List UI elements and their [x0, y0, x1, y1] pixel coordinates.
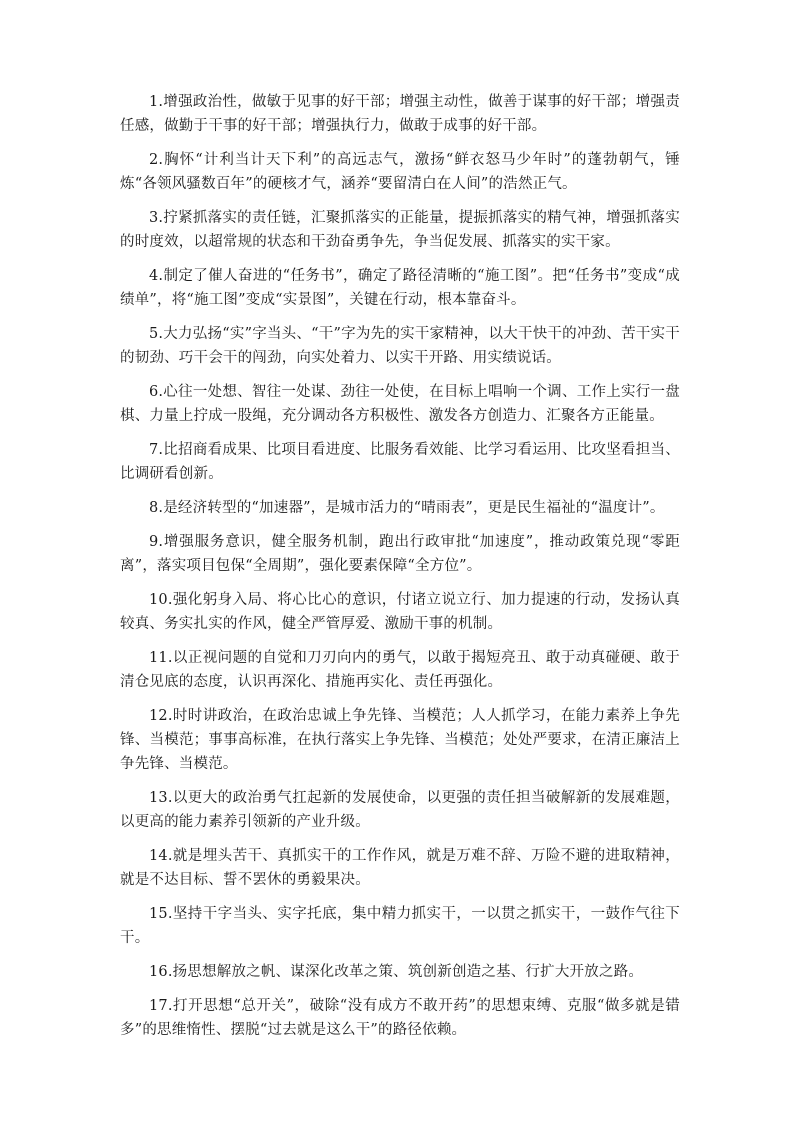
paragraph-6: 6.心往一处想、智往一处谋、劲往一处使，在目标上唱响一个调、工作上实行一盘棋、力量上拧成一股绳，充分调动各方积极性、激发各方创造力、汇聚各方正能量。 — [120, 384, 680, 424]
paragraph-1: 1.增强政治性，做敏于见事的好干部；增强主动性，做善于谋事的好干部；增强责任感，做勤于干事的好干部；增强执行力，做敢于成事的好干部。 — [120, 94, 680, 134]
paragraph-2: 2.胸怀“计利当计天下利”的高远志气，激扬“鲜衣怒马少年时”的蓬勃朝气，锤炼“各领风骚数百年”的硬核才气，涵养“要留清白在人间”的浩然正气。 — [120, 152, 680, 192]
paragraph-12: 12.时时讲政治，在政治忠诚上争先锋、当模范；人人抓学习，在能力素养上争先锋、当模范；事事高标准，在执行落实上争先锋、当模范；处处严要求，在清正廉洁上争先锋、当模范。 — [120, 708, 680, 772]
paragraph-17: 17.打开思想“总开关”，破除“没有成方不敢开药”的思想束缚、克服“做多就是错多”的思维惰性、摆脱“过去就是这么干”的路径依赖。 — [120, 998, 680, 1038]
paragraph-9: 9.增强服务意识，健全服务机制，跑出行政审批“加速度”，推动政策兑现“零距离”，落实项目包保“全周期”，强化要素保障“全方位”。 — [120, 534, 680, 574]
paragraph-5: 5.大力弘扬“实”字当头、“干”字为先的实干家精神，以大干快干的冲劲、苦干实干的韧劲、巧干会干的闯劲，向实处着力、以实干开路、用实绩说话。 — [120, 326, 680, 366]
paragraph-3: 3.拧紧抓落实的责任链，汇聚抓落实的正能量，提振抓落实的精气神，增强抓落实的时度效，以超常规的状态和干劲奋勇争先，争当促发展、抓落实的实干家。 — [120, 210, 680, 250]
document-body — [120, 90, 680, 1052]
paragraph-13: 13.以更大的政治勇气扛起新的发展使命，以更强的责任担当破解新的发展难题，以更高的能力素养引领新的产业升级。 — [120, 790, 680, 830]
paragraph-7: 7.比招商看成果、比项目看进度、比服务看效能、比学习看运用、比攻坚看担当、比调研看创新。 — [120, 442, 680, 482]
paragraph-16: 16.扬思想解放之帆、谋深化改革之策、筑创新创造之基、行扩大开放之路。 — [149, 964, 644, 980]
paragraph-10: 10.强化躬身入局、将心比心的意识，付诸立说立行、加力提速的行动，发扬认真较真、务实扎实的作风，健全严管厚爱、激励干事的机制。 — [120, 592, 680, 632]
paragraph-4: 4.制定了催人奋进的“任务书”，确定了路径清晰的“施工图”。把“任务书”变成“成绩单”，将“施工图”变成“实景图”，关键在行动，根本靠奋斗。 — [120, 268, 680, 308]
paragraph-11: 11.以正视问题的自觉和刀刃向内的勇气，以敢于揭短亮丑、敢于动真碰硬、敢于清仓见底的态度，认识再深化、措施再实化、责任再强化。 — [120, 650, 680, 690]
paragraph-15: 15.坚持干字当头、实字托底，集中精力抓实干，一以贯之抓实干，一鼓作气往下干。 — [120, 906, 680, 946]
paragraph-8: 8.是经济转型的“加速器”，是城市活力的“晴雨表”，更是民生福祉的“温度计”。 — [149, 500, 665, 516]
paragraph-14: 14.就是埋头苦干、真抓实干的工作作风，就是万难不辞、万险不避的进取精神，就是不达目标、誓不罢休的勇毅果决。 — [120, 848, 680, 888]
